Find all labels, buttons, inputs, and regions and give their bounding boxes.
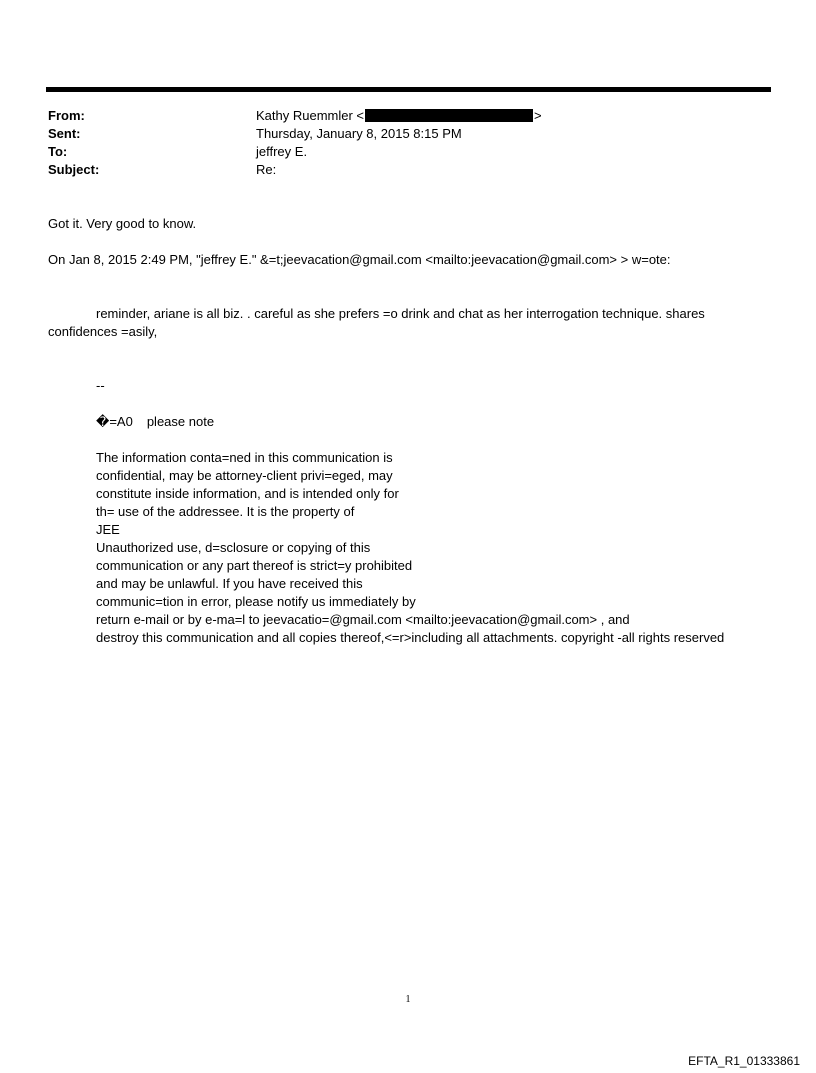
disclaimer-line: The information conta=ned in this communication is [96,450,393,465]
disclaimer-line: communication or any part thereof is strict=y prohibited [96,558,413,573]
redaction-box [365,109,533,122]
disclaimer-line: th= use of the addressee. It is the property of [96,504,355,519]
subject-value: Re: [256,162,277,177]
subject-label: Subject: [48,162,100,177]
sent-label: Sent: [48,126,81,141]
note-line [96,413,214,431]
disclaimer-line: constitute inside information, and is intended only for [96,486,399,501]
reply-text: Got it. Very good to know. [48,216,197,231]
from-name: Kathy Ruemmler < [256,108,365,123]
quote-header: On Jan 8, 2015 2:49 PM, "jeffrey E." &=t;jeevacation@gmail.com <mailto:jeevacation@gmail.com> > w=ote: [48,252,671,267]
disclaimer-line: confidential, may be attorney-client privi=eged, may [96,468,393,483]
to-value: jeffrey E. [256,144,308,159]
disclaimer [96,449,724,647]
quoted-line: reminder, ariane is all biz. . careful as she prefers =o drink and chat as her interrogation technique. shares [96,306,705,321]
quoted-line: confidences =asily, [48,324,158,339]
disclaimer-line: return e-mail or by e-ma=l to jeevacatio=@gmail.com <mailto:jeevacation@gmail.com> , and [96,612,630,627]
quoted-message [48,305,768,341]
note-glyph: �=A0 [96,414,133,429]
from-end: > [534,108,542,123]
page-number: 1 [405,994,411,1005]
document-id: EFTA_R1_01333861 [688,1054,800,1068]
sent-value: Thursday, January 8, 2015 8:15 PM [256,126,462,141]
header-rule [46,87,771,92]
disclaimer-line: destroy this communication and all copies thereof,<=r>including all attachments. copyright -all rights reserved [96,630,725,645]
disclaimer-line: and may be unlawful. If you have received this [96,576,363,591]
from-value [256,107,542,125]
disclaimer-line: JEE [96,522,120,537]
from-label: From: [48,108,85,123]
to-label: To: [48,144,68,159]
disclaimer-line: Unauthorized use, d=sclosure or copying of this [96,540,371,555]
signature-dashes: -- [96,378,105,393]
disclaimer-line: communic=tion in error, please notify us immediately by [96,594,416,609]
note-text: please note [146,414,215,429]
